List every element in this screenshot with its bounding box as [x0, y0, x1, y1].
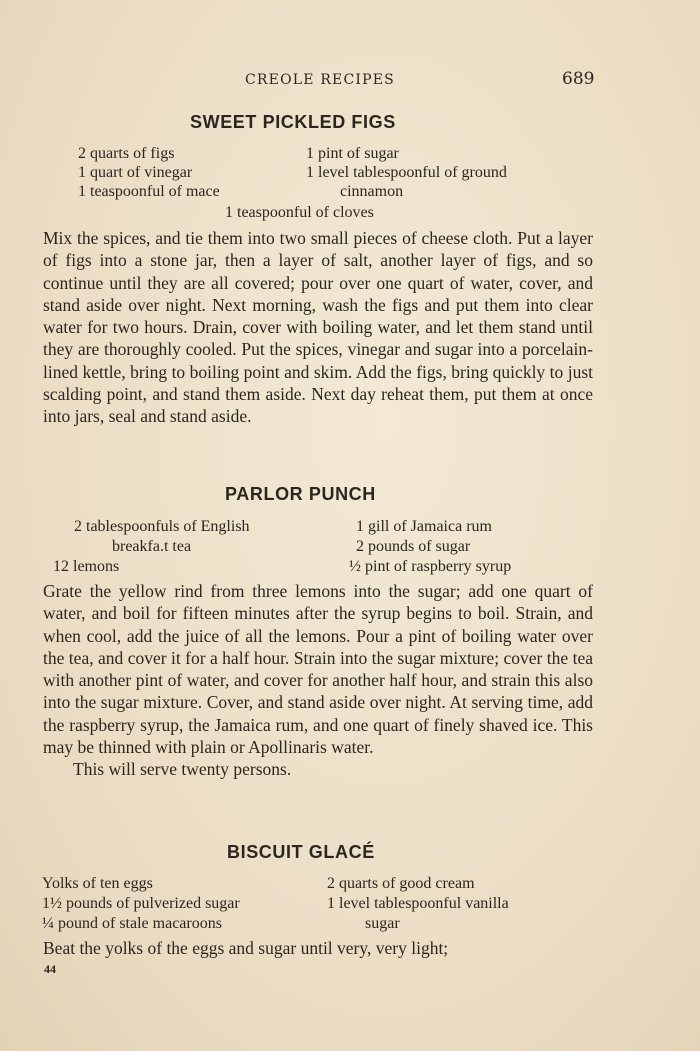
recipe-title-sweet-pickled-figs: SWEET PICKLED FIGS — [190, 112, 396, 132]
ingredient: sugar — [365, 915, 400, 932]
ingredient: 2 quarts of figs — [78, 145, 175, 162]
ingredient: 12 lemons — [53, 558, 120, 575]
page-number: 689 — [562, 69, 595, 89]
method-paragraph: Beat the yolks of the eggs and sugar until very, very light; — [43, 938, 449, 958]
ingredient: 2 pounds of sugar — [356, 538, 471, 555]
recipe-method — [43, 227, 593, 428]
ingredient: 1 teaspoonful of mace — [78, 183, 220, 200]
recipe-title-parlor-punch: PARLOR PUNCH — [225, 484, 376, 504]
method-paragraph: Grate the yellow rind from three lemons into the sugar; add one quart of water, and boil for fifteen minutes after the syrup begins to boil. Strain, and when cool, add the juice of all the lemons. Pour a pint of boiling water over the tea, and cover it for a half hour. Strain into the sugar mixture; cover the tea with another pint of water, and cover for another half hour, and strain this also into the sugar mixture. Cover, and stand aside over night. At serving time, add the raspberry syrup, the Jamaica rum, and one quart of finely shaved ice. This may be thinned with plain or Apollinaris water. — [43, 581, 593, 758]
ingredient: 1 pint of sugar — [306, 145, 399, 162]
recipe-note: This will serve twenty persons. — [73, 759, 292, 780]
ingredient: 2 tablespoonfuls of English — [74, 518, 250, 535]
signature-mark: 44 — [44, 962, 56, 976]
ingredient: 1 gill of Jamaica rum — [356, 518, 492, 535]
ingredient: 1 level tablespoonful of ground — [306, 164, 507, 181]
ingredient: 1 level tablespoonful vanilla — [327, 895, 509, 912]
recipe-method — [43, 937, 593, 959]
ingredient: ½ pint of raspberry syrup — [349, 558, 512, 575]
ingredient: 1 teaspoonful of cloves — [225, 204, 374, 221]
ingredient: breakfa.t tea — [112, 538, 192, 555]
method-paragraph: Mix the spices, and tie them into two small pieces of cheese cloth. Put a layer of figs into a stone jar, then a layer of salt, another layer of figs, and so continue until they are all covered; pour over one quart of water, cover, and stand aside over night. Next morning, wash the figs and put them into clear water for two hours. Drain, cover with boiling water, and let them stand until they are thoroughly cooled. Put the spices, vinegar and sugar into a porcelain-lined kettle, bring to boiling point and skim. Add the figs, bring quickly to just scalding point, and stand them aside. Next day reheat them, put them at once into jars, seal and stand aside. — [43, 228, 593, 427]
ingredient: 1½ pounds of pulverized sugar — [42, 895, 240, 912]
ingredient: Yolks of ten eggs — [42, 875, 153, 892]
ingredient: ¼ pound of stale macaroons — [42, 915, 222, 932]
recipe-title-biscuit-glace: BISCUIT GLACÉ — [227, 842, 375, 862]
recipe-method — [43, 580, 593, 781]
running-title: CREOLE RECIPES — [245, 72, 395, 88]
ingredient: 1 quart of vinegar — [78, 164, 193, 181]
ingredient: 2 quarts of good cream — [327, 875, 475, 892]
ingredient: cinnamon — [340, 183, 404, 200]
